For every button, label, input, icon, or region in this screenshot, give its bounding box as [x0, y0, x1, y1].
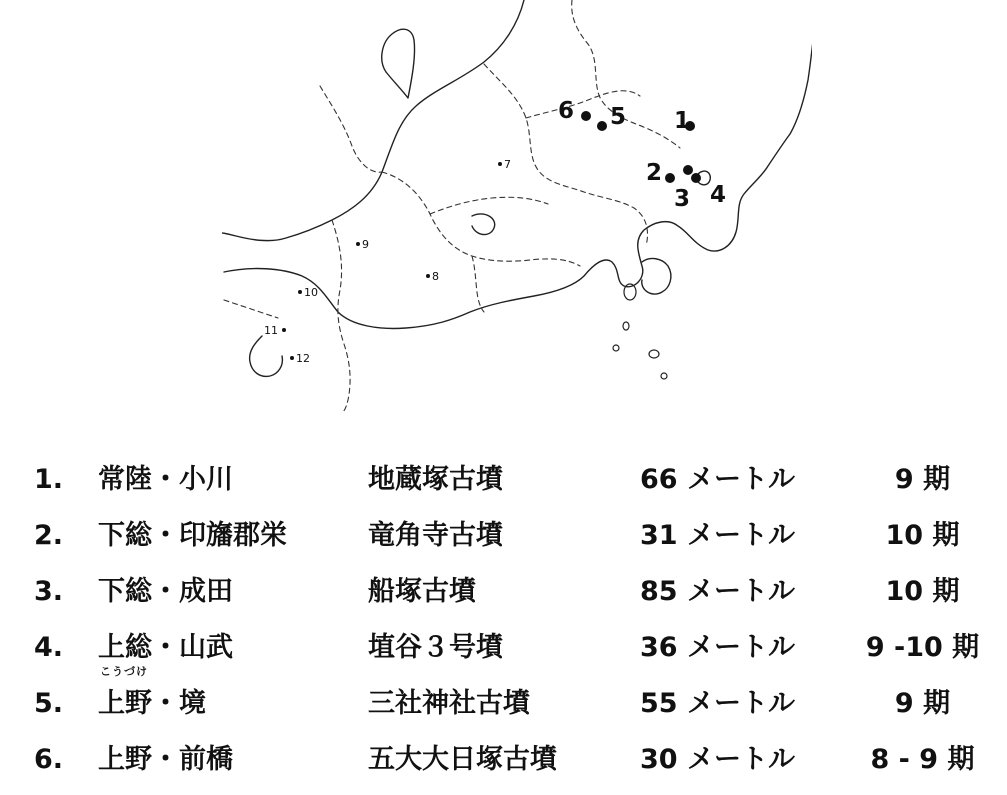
site-dot-6	[581, 111, 591, 121]
item-period: 10 期	[885, 520, 960, 551]
furigana-note: こうづけ	[100, 665, 148, 678]
major-sites	[558, 98, 726, 212]
item-place: 下総・成田	[98, 576, 233, 607]
item-period: 10 期	[885, 576, 960, 607]
minor-sites	[264, 158, 511, 365]
item-place: 上総・山武	[98, 632, 233, 663]
kanto-map	[222, 0, 812, 412]
item-number: 1.	[34, 464, 64, 495]
islands	[613, 284, 667, 379]
kofun-list	[30, 452, 1005, 788]
item-period: 9 期	[894, 688, 951, 719]
item-place: 常陸・小川	[98, 464, 233, 495]
site-dot-3	[683, 165, 693, 175]
site-dot-10	[298, 290, 302, 294]
list-item	[30, 665, 1005, 732]
site-label-4: 4	[710, 182, 727, 208]
item-number: 3.	[34, 576, 64, 607]
site-dot-4	[691, 173, 701, 183]
item-size: 66 メートル	[640, 464, 795, 495]
item-number: 2.	[34, 520, 64, 551]
prefecture-borders	[224, 0, 680, 412]
item-number: 4.	[34, 632, 64, 663]
site-label-2: 2	[646, 160, 663, 186]
item-place: 下総・印旛郡栄	[98, 520, 287, 551]
site-dot-8	[426, 274, 430, 278]
site-label-10: 10	[304, 286, 318, 299]
site-label-9: 9	[362, 238, 369, 251]
item-tomb-name: 竜角寺古墳	[368, 520, 503, 551]
item-size: 55 メートル	[640, 688, 795, 719]
item-period: 9 -10 期	[865, 632, 980, 663]
site-label-3: 3	[674, 186, 691, 212]
site-dot-9	[356, 242, 360, 246]
map-panel	[222, 0, 812, 412]
item-tomb-name: 三社神社古墳	[368, 688, 530, 719]
list-item	[30, 732, 1005, 788]
list-item	[30, 620, 1005, 676]
site-dot-2	[665, 173, 675, 183]
list-item	[30, 452, 1005, 508]
site-dot-5	[597, 121, 607, 131]
item-place: 上野・境	[98, 688, 206, 719]
site-label-5: 5	[610, 104, 627, 130]
site-label-11: 11	[264, 324, 278, 337]
item-period: 9 期	[894, 464, 951, 495]
site-label-6: 6	[558, 98, 575, 124]
item-tomb-name: 船塚古墳	[368, 576, 476, 607]
site-label-12: 12	[296, 352, 310, 365]
item-size: 36 メートル	[640, 632, 795, 663]
site-dot-12	[290, 356, 294, 360]
item-number: 5.	[34, 688, 64, 719]
item-size: 85 メートル	[640, 576, 795, 607]
item-place: 上野・前橋	[98, 744, 233, 775]
site-label-8: 8	[432, 270, 439, 283]
item-tomb-name: 地蔵塚古墳	[368, 464, 503, 495]
site-dot-7	[498, 162, 502, 166]
list-item	[30, 508, 1005, 564]
item-number: 6.	[34, 744, 64, 775]
site-dot-11	[282, 328, 286, 332]
list-item	[30, 564, 1005, 620]
item-period: 8 - 9 期	[870, 744, 975, 775]
site-label-7: 7	[504, 158, 511, 171]
item-tomb-name: 埴谷３号墳	[368, 632, 503, 663]
item-tomb-name: 五大大日塚古墳	[368, 744, 557, 775]
item-size: 30 メートル	[640, 744, 795, 775]
site-label-1: 1	[674, 108, 691, 134]
item-size: 31 メートル	[640, 520, 795, 551]
